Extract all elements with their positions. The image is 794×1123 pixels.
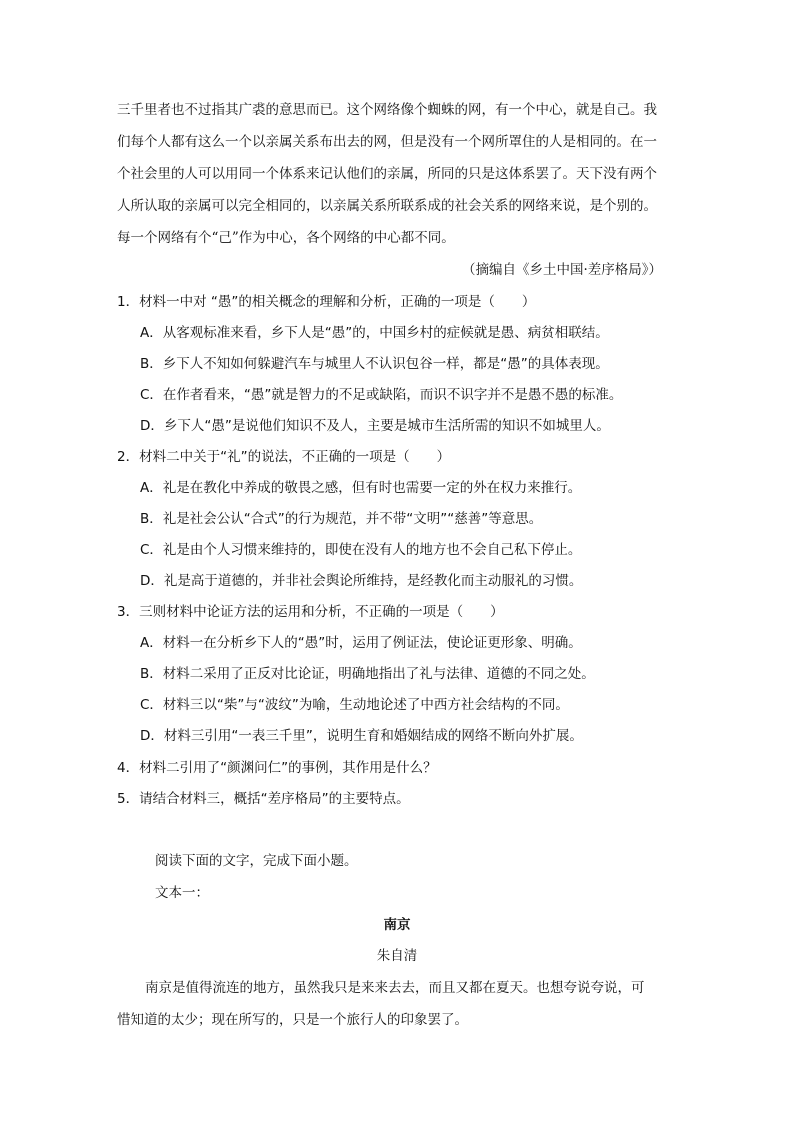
- question-stem: 2．材料二中关于“礼”的说法，不正确的一项是（ ）: [117, 449, 451, 465]
- passage-line: 个社会里的人可以用同一个体系来记认他们的亲属，所同的只是这体系罢了。天下没有两个: [117, 166, 657, 182]
- section-instruction: 阅读下面的文字，完成下面小题。: [155, 853, 358, 869]
- text-label: 文本一：: [155, 885, 209, 901]
- question-stem: 4．材料二引用了“颜渊问仁”的事例，其作用是什么？: [117, 760, 437, 776]
- question-option: D．礼是高于道德的，并非社会舆论所维持，是经教化而主动服礼的习惯。: [140, 573, 583, 589]
- passage-line: 三千里者也不过指其广裘的意思而已。这个网络像个蜘蛛的网，有一个中心，就是自己。我: [117, 102, 657, 118]
- question-option: A．礼是在教化中养成的敬畏之感，但有时也需要一定的外在权力来推行。: [140, 480, 582, 496]
- question-option: B．材料二采用了正反对比论证，明确地指出了礼与法律、道德的不同之处。: [140, 666, 595, 682]
- question-option: D．材料三引用“一表三千里”，说明生育和婚姻结成的网络不断向外扩展。: [140, 728, 583, 744]
- question-stem: 5．请结合材料三，概括“差序格局”的主要特点。: [117, 791, 410, 807]
- question-option: C．在作者看来，“愚”就是智力的不足或缺陷，而识不识字并不是愚不愚的标准。: [140, 387, 623, 403]
- article-body-line: 南京是值得流连的地方，虽然我只是来来去去，而且又都在夏天。也想夸说夸说，可: [145, 980, 645, 996]
- question-stem: 3．三则材料中论证方法的运用和分析，不正确的一项是（ ）: [117, 604, 504, 620]
- question-option: B．乡下人不知如何躲避汽车与城里人不认识包谷一样，都是“愚”的具体表现。: [140, 356, 609, 372]
- question-option: A．材料一在分析乡下人的“愚”时，运用了例证法，使论证更形象、明确。: [140, 635, 582, 651]
- passage-line: 人所认取的亲属可以完全相同的，以亲属关系所联系成的社会关系的网络来说，是个别的。: [117, 198, 657, 214]
- question-option: C．材料三以“柴”与“波纹”为喻，生动地论述了中西方社会结构的不同。: [140, 697, 569, 713]
- question-option: C．礼是由个人习惯来维持的，即使在没有人的地方也不会自己私下停止。: [140, 542, 582, 558]
- article-title: 南京: [383, 917, 411, 933]
- question-option: D．乡下人“愚”是说他们知识不及人，主要是城市生活所需的知识不如城里人。: [140, 418, 610, 434]
- article-author: 朱自清: [376, 948, 418, 964]
- question-stem: 1．材料一中对 “愚”的相关概念的理解和分析，正确的一项是（ ）: [117, 294, 536, 310]
- question-option: B．礼是社会公认“合式”的行为规范，并不带“文明”“慈善”等意思。: [140, 511, 543, 527]
- passage-line: 们每个人都有这么一个以亲属关系布出去的网，但是没有一个网所罩住的人是相同的。在一: [117, 134, 657, 150]
- passage-source: （摘编自《乡土中国·差序格局》）: [462, 262, 663, 278]
- passage-line: 每一个网络有个“己”作为中心，各个网络的中心都不同。: [117, 230, 455, 246]
- article-body-line: 惜知道的太少；现在所写的，只是一个旅行人的印象罢了。: [117, 1012, 468, 1028]
- question-option: A．从客观标准来看，乡下人是“愚”的，中国乡村的症候就是愚、病贫相联结。: [140, 325, 609, 341]
